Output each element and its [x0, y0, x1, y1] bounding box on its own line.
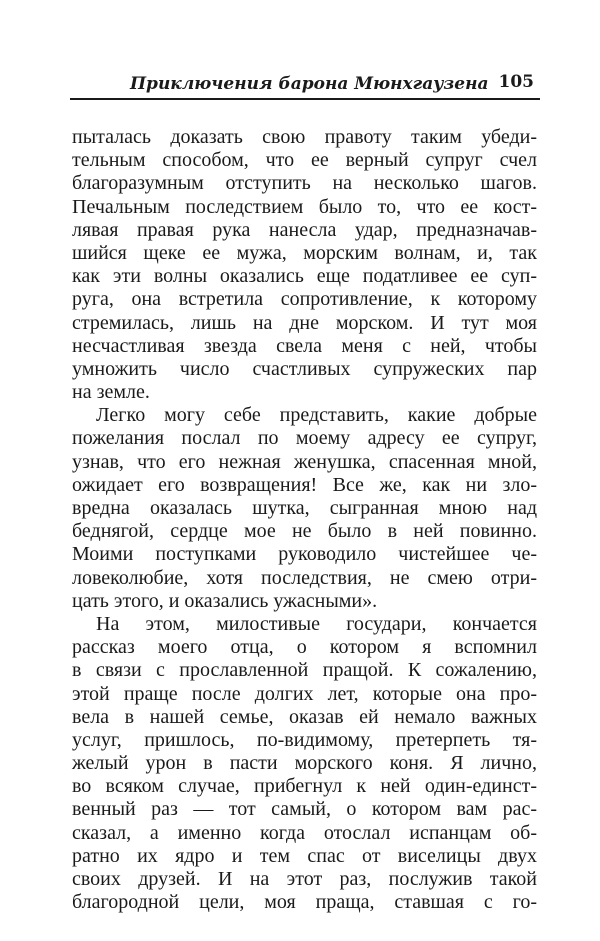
- text-line: во всяком случае, прибегнул к ней один-единст-: [72, 775, 537, 798]
- running-head: [70, 70, 540, 100]
- text-line: услуг, пришлось, по-видимому, претерпеть тя-: [72, 728, 537, 751]
- text-line: сказал, а именно когда отослал испанцам об-: [72, 821, 537, 844]
- text-line: тельным способом, что ее верный супруг счел: [72, 149, 537, 172]
- text-line: шийся щеке ее мужа, морским волнам, и, так: [72, 241, 537, 264]
- paragraph-1: [72, 126, 537, 404]
- text-line: в связи с прославленной пращой. К сожалению,: [72, 659, 537, 682]
- page-number: 105: [498, 72, 534, 92]
- text-line: благородной цели, моя праща, ставшая с го-: [72, 891, 537, 914]
- text-line: пожелания послал по моему адресу ее супруг,: [72, 427, 537, 450]
- text-line: рассказ моего отца, о котором я вспомнил: [72, 636, 537, 659]
- text-line: Моими поступками руководило чистейшее че-: [72, 543, 537, 566]
- text-line: Легко могу себе представить, какие добрые: [96, 404, 537, 427]
- paragraph-2: [72, 404, 537, 613]
- text-line: цать этого, и оказались ужасными».: [72, 589, 378, 612]
- text-line: вела в нашей семье, оказав ей немало важных: [72, 705, 537, 728]
- text-line: умножить число счастливых супружеских пар: [72, 357, 537, 380]
- text-line: На этом, милостивые государи, кончается: [96, 612, 537, 635]
- text-line: на земле.: [72, 381, 150, 404]
- text-line: этой праще после долгих лет, которые она про-: [72, 682, 537, 705]
- text-line: узнав, что его нежная женушка, спасенная мной,: [72, 450, 537, 473]
- text-line: беднягой, сердце мое не было в ней повинно.: [72, 520, 537, 543]
- text-line: как эти волны оказались еще податливее ее суп-: [72, 265, 537, 288]
- text-line: пыталась доказать свою правоту таким убеди-: [72, 126, 537, 148]
- text-line: стремилась, лишь на дне морском. И тут моя: [72, 311, 537, 334]
- text-line: ожидает его возвращения! Все же, как ни зло-: [72, 473, 537, 496]
- paragraph-3: [72, 613, 537, 914]
- running-title: Приключения барона Мюнхгаузена: [130, 74, 489, 94]
- text-line: несчастливая звезда свела меня с ней, чтобы: [72, 334, 537, 357]
- text-line: ратно их ядро и тем спас от виселицы двух: [72, 844, 537, 867]
- text-line: ловеколюбие, хотя последствия, не смею отри-: [72, 566, 537, 589]
- text-line: желый урон в пасти морского коня. Я лично,: [72, 752, 537, 775]
- text-line: венный раз — тот самый, о котором вам рас-: [72, 798, 537, 821]
- text-block: [72, 126, 537, 914]
- text-line: лявая правая рука нанесла удар, предназначав-: [72, 218, 537, 241]
- text-line: Печальным последствием было то, что ее кост-: [72, 195, 537, 218]
- text-line: благоразумным отступить на несколько шагов.: [72, 172, 537, 195]
- text-line: вредна оказалась шутка, сыгранная мною над: [72, 497, 537, 519]
- text-line: руга, она встретила сопротивление, к которому: [72, 288, 537, 311]
- text-line: своих друзей. И на этот раз, послужив такой: [72, 868, 537, 890]
